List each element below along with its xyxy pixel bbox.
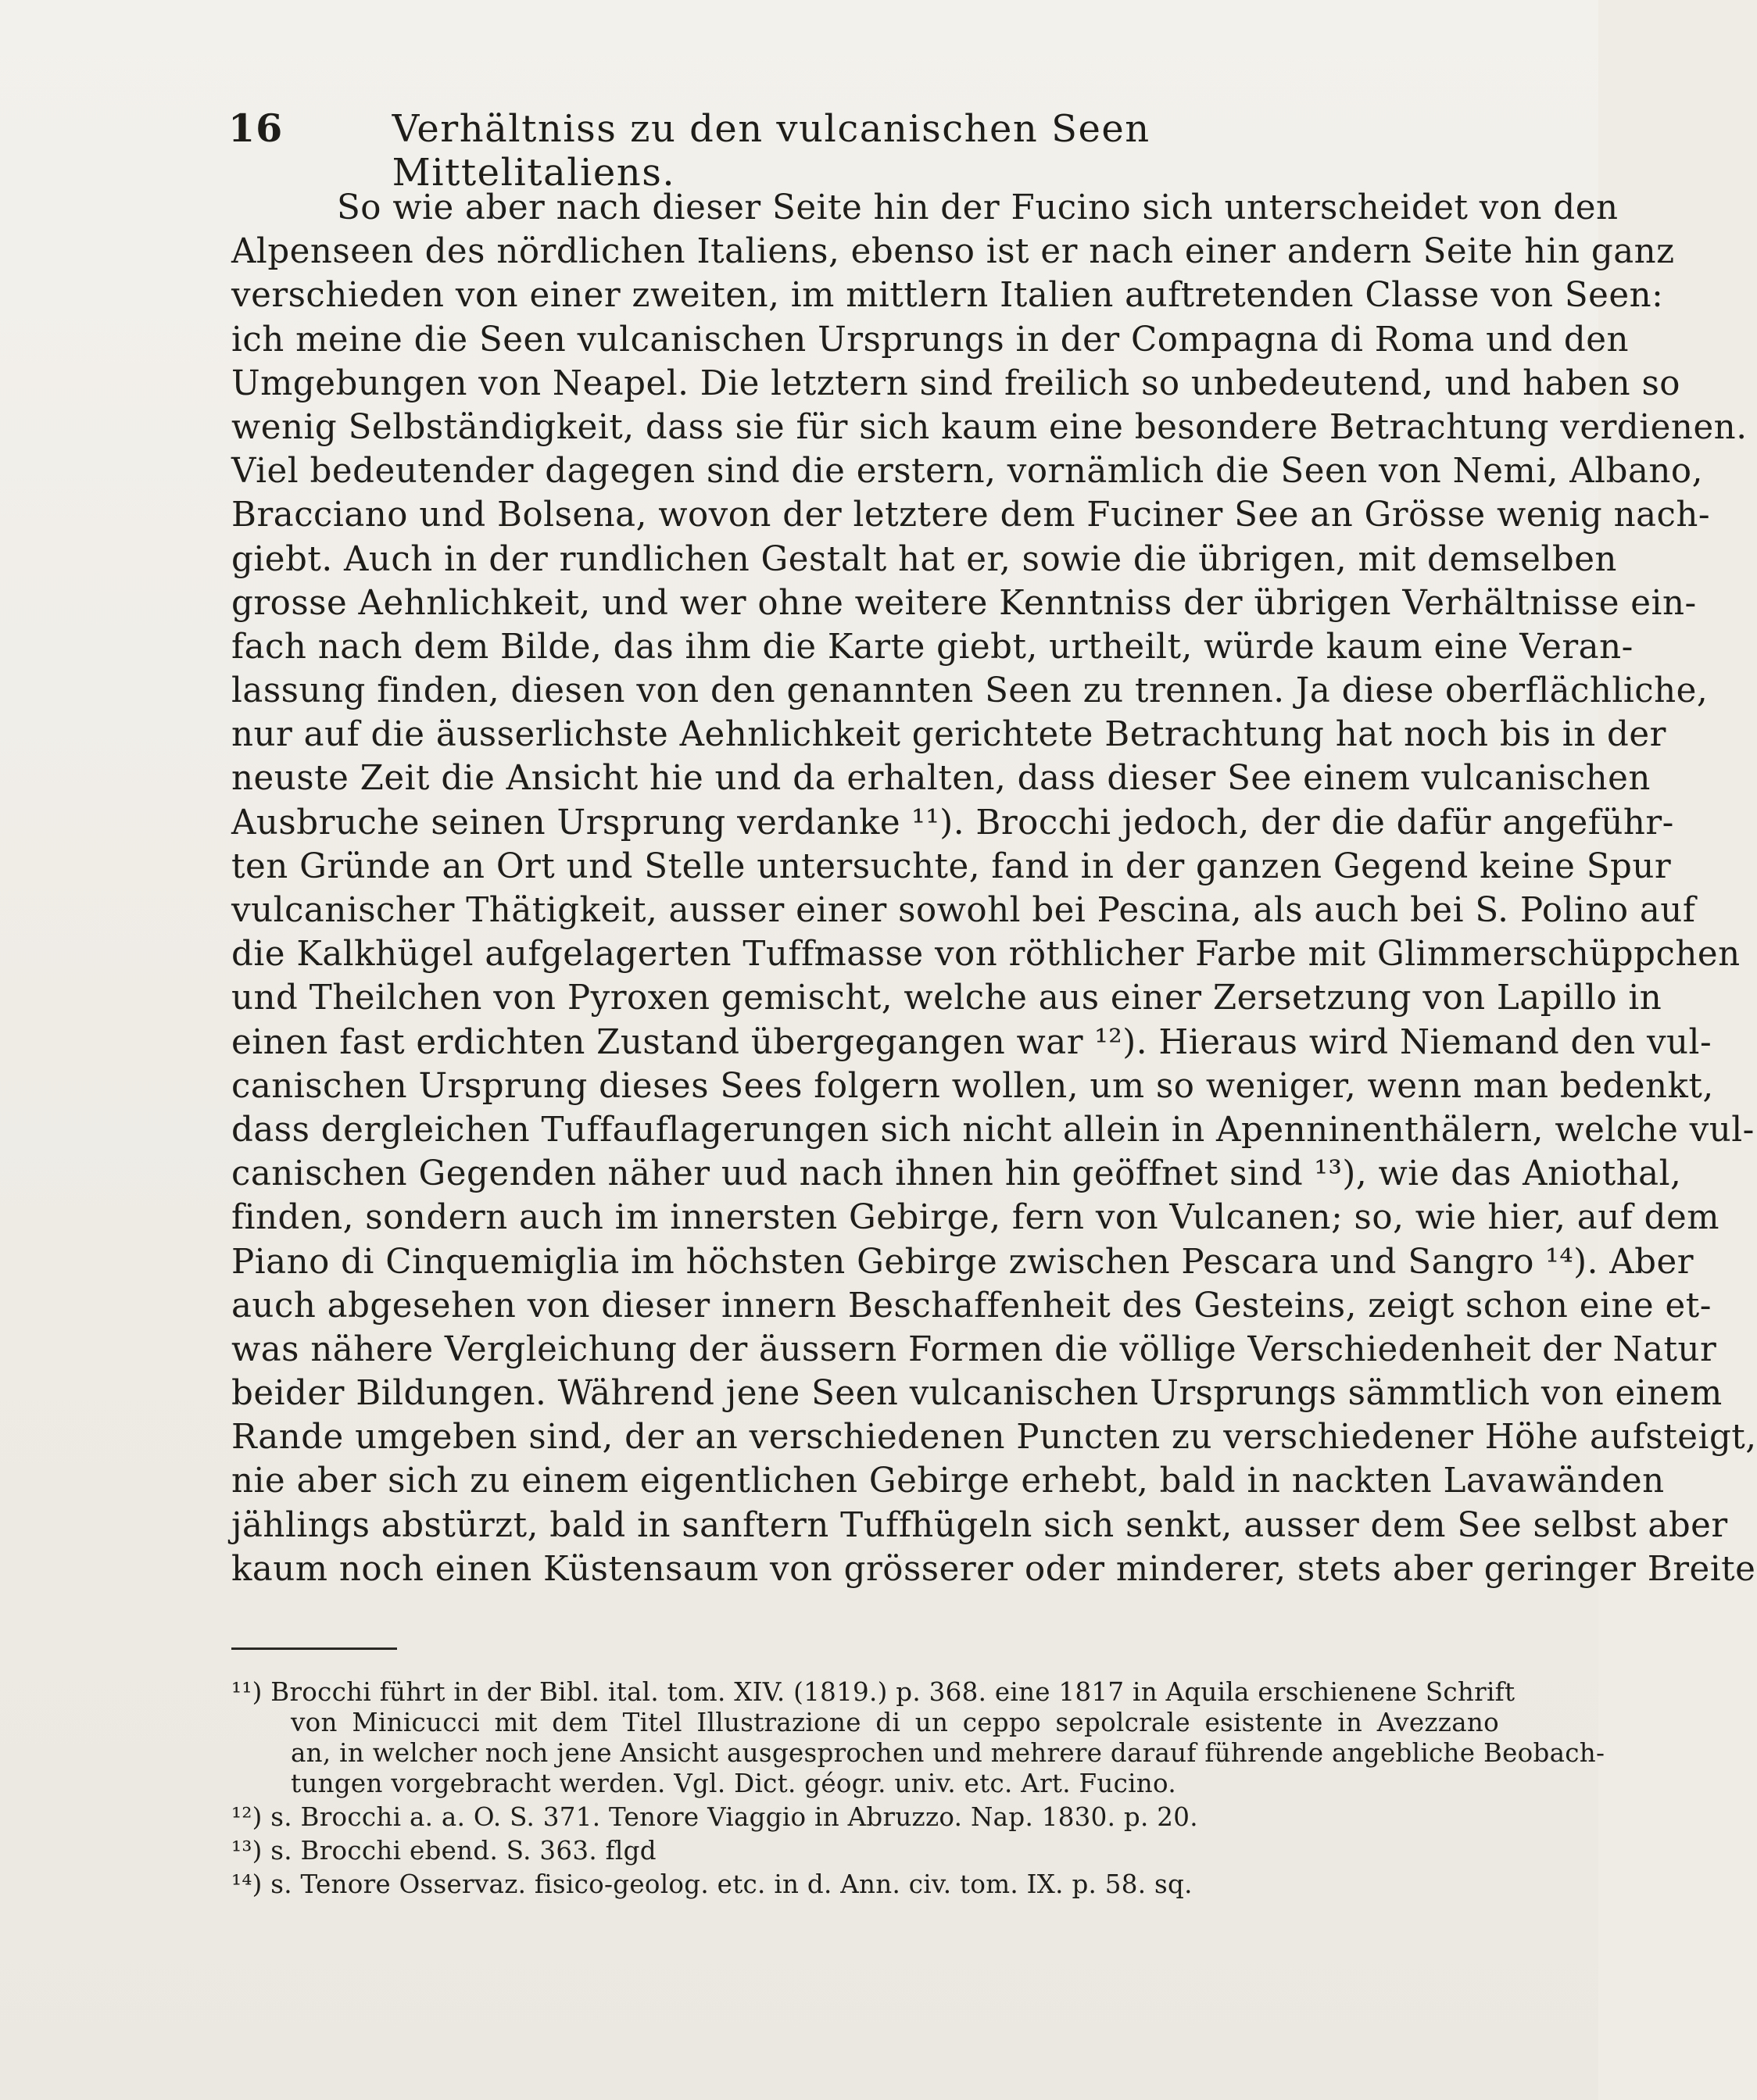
text-line: giebt. Auch in der rundlichen Gestalt hat er, sowie die übrigen, mit demselben: [231, 539, 1617, 579]
text-line: Rande umgeben sind, der an verschiedenen Puncten zu verschiedener Höhe aufsteigt,: [231, 1418, 1757, 1458]
text-line: canischen Gegenden näher uud nach ihnen hin geöffnet sind ¹³), wie das Aniothal,: [231, 1154, 1682, 1194]
text-line: nie aber sich zu einem eigentlichen Gebirge erhebt, bald in nackten Lavawänden: [231, 1461, 1665, 1501]
footnote-11-line: von Minicucci mit dem Titel Illustrazione di un ceppo sepolcrale esistente in Avezzano: [291, 1708, 1499, 1737]
text-line: Umgebungen von Neapel. Die letztern sind freilich so unbedeutend, und haben so: [231, 363, 1680, 403]
footnote-11-line: ¹¹) Brocchi führt in der Bibl. ital. tom. XIV. (1819.) p. 368. eine 1817 in Aquila erschienene Schrift: [231, 1677, 1515, 1707]
running-title: Verhältniss zu den vulcanischen Seen Mittelitaliens.: [392, 107, 1150, 195]
footnote-separator: [231, 1647, 397, 1650]
text-line: lassung finden, diesen von den genannten Seen zu trennen. Ja diese oberflächliche,: [231, 671, 1709, 711]
text-line: wenig Selbständigkeit, dass sie für sich kaum eine besondere Betrachtung verdienen.: [231, 407, 1748, 447]
footnotes: [231, 1677, 1605, 1900]
text-line: beider Bildungen. Während jene Seen vulcanischen Ursprungs sämmtlich von einem: [231, 1374, 1723, 1414]
text-line: ich meine die Seen vulcanischen Ursprungs in der Compagna di Roma und den: [231, 320, 1629, 360]
text-line: ten Gründe an Ort und Stelle untersuchte, fand in der ganzen Gegend keine Spur: [231, 846, 1672, 886]
text-line: nur auf die äusserlichste Aehnlichkeit gerichtete Betrachtung hat noch bis in der: [231, 715, 1666, 755]
text-line: Viel bedeutender dagegen sind die erstern, vornämlich die Seen von Nemi, Albano,: [231, 452, 1703, 492]
text-line: grosse Aehnlichkeit, und wer ohne weitere Kenntniss der übrigen Verhältnisse ein-: [231, 583, 1697, 623]
footnote-13: ¹³) s. Brocchi ebend. S. 363. flgd: [231, 1836, 657, 1866]
text-line: fach nach dem Bilde, das ihm die Karte giebt, urtheilt, würde kaum eine Veran-: [231, 627, 1634, 667]
footnote-14: ¹⁴) s. Tenore Osservaz. fisico-geolog. etc. in d. Ann. civ. tom. IX. p. 58. sq.: [231, 1869, 1193, 1899]
text-line: finden, sondern auch im innersten Gebirge, fern von Vulcanen; so, wie hier, auf dem: [231, 1198, 1719, 1238]
main-text: [231, 186, 1757, 1591]
text-line: Bracciano und Bolsena, wovon der letztere dem Fuciner See an Grösse wenig nach-: [231, 495, 1711, 535]
footnote-11-line: an, in welcher noch jene Ansicht ausgesprochen und mehrere darauf führende angebliche Beobach-: [291, 1738, 1605, 1768]
text-line: canischen Ursprung dieses Sees folgern wollen, um so weniger, wenn man bedenkt,: [231, 1066, 1714, 1106]
text-line: auch abgesehen von dieser innern Beschaffenheit des Gesteins, zeigt schon eine et-: [231, 1286, 1712, 1325]
page-number: 16: [228, 106, 284, 151]
text-line: einen fast erdichten Zustand übergegangen war ¹²). Hieraus wird Niemand den vul-: [231, 1022, 1712, 1062]
footnote-11-line: tungen vorgebracht werden. Vgl. Dict. géogr. univ. etc. Art. Fucino.: [291, 1769, 1176, 1798]
text-line: die Kalkhügel aufgelagerten Tuffmasse von röthlicher Farbe mit Glimmerschüppchen: [231, 935, 1741, 975]
text-line: So wie aber nach dieser Seite hin der Fucino sich unterscheidet von den: [337, 188, 1619, 227]
text-line: Piano di Cinquemiglia im höchsten Gebirge zwischen Pescara und Sangro ¹⁴). Aber: [231, 1242, 1694, 1282]
text-line: und Theilchen von Pyroxen gemischt, welche aus einer Zersetzung von Lapillo in: [231, 978, 1662, 1018]
text-line: dass dergleichen Tuffauflagerungen sich nicht allein in Apenninenthälern, welche vul-: [231, 1110, 1755, 1150]
page-header: [228, 106, 1313, 195]
text-line: Ausbruche seinen Ursprung verdanke ¹¹). Brocchi jedoch, der die dafür angeführ-: [231, 803, 1674, 843]
text-line: vulcanischer Thätigkeit, ausser einer sowohl bei Pescina, als auch bei S. Polino auf: [231, 891, 1696, 930]
text-line: neuste Zeit die Ansicht hie und da erhalten, dass dieser See einem vulcanischen: [231, 759, 1651, 799]
text-line: was nähere Vergleichung der äussern Formen die völlige Verschiedenheit der Natur: [231, 1329, 1717, 1369]
text-line: kaum noch einen Küstensaum von grösserer oder minderer, stets aber geringer Breite: [231, 1549, 1756, 1589]
text-line: jählings abstürzt, bald in sanftern Tuffhügeln sich senkt, ausser dem See selbst aber: [231, 1505, 1728, 1545]
text-line: verschieden von einer zweiten, im mittlern Italien auftretenden Classe von Seen:: [231, 276, 1664, 316]
footnote-12: ¹²) s. Brocchi a. a. O. S. 371. Tenore Viaggio in Abruzzo. Nap. 1830. p. 20.: [231, 1802, 1198, 1832]
text-line: Alpenseen des nördlichen Italiens, ebenso ist er nach einer andern Seite hin ganz: [231, 232, 1675, 272]
